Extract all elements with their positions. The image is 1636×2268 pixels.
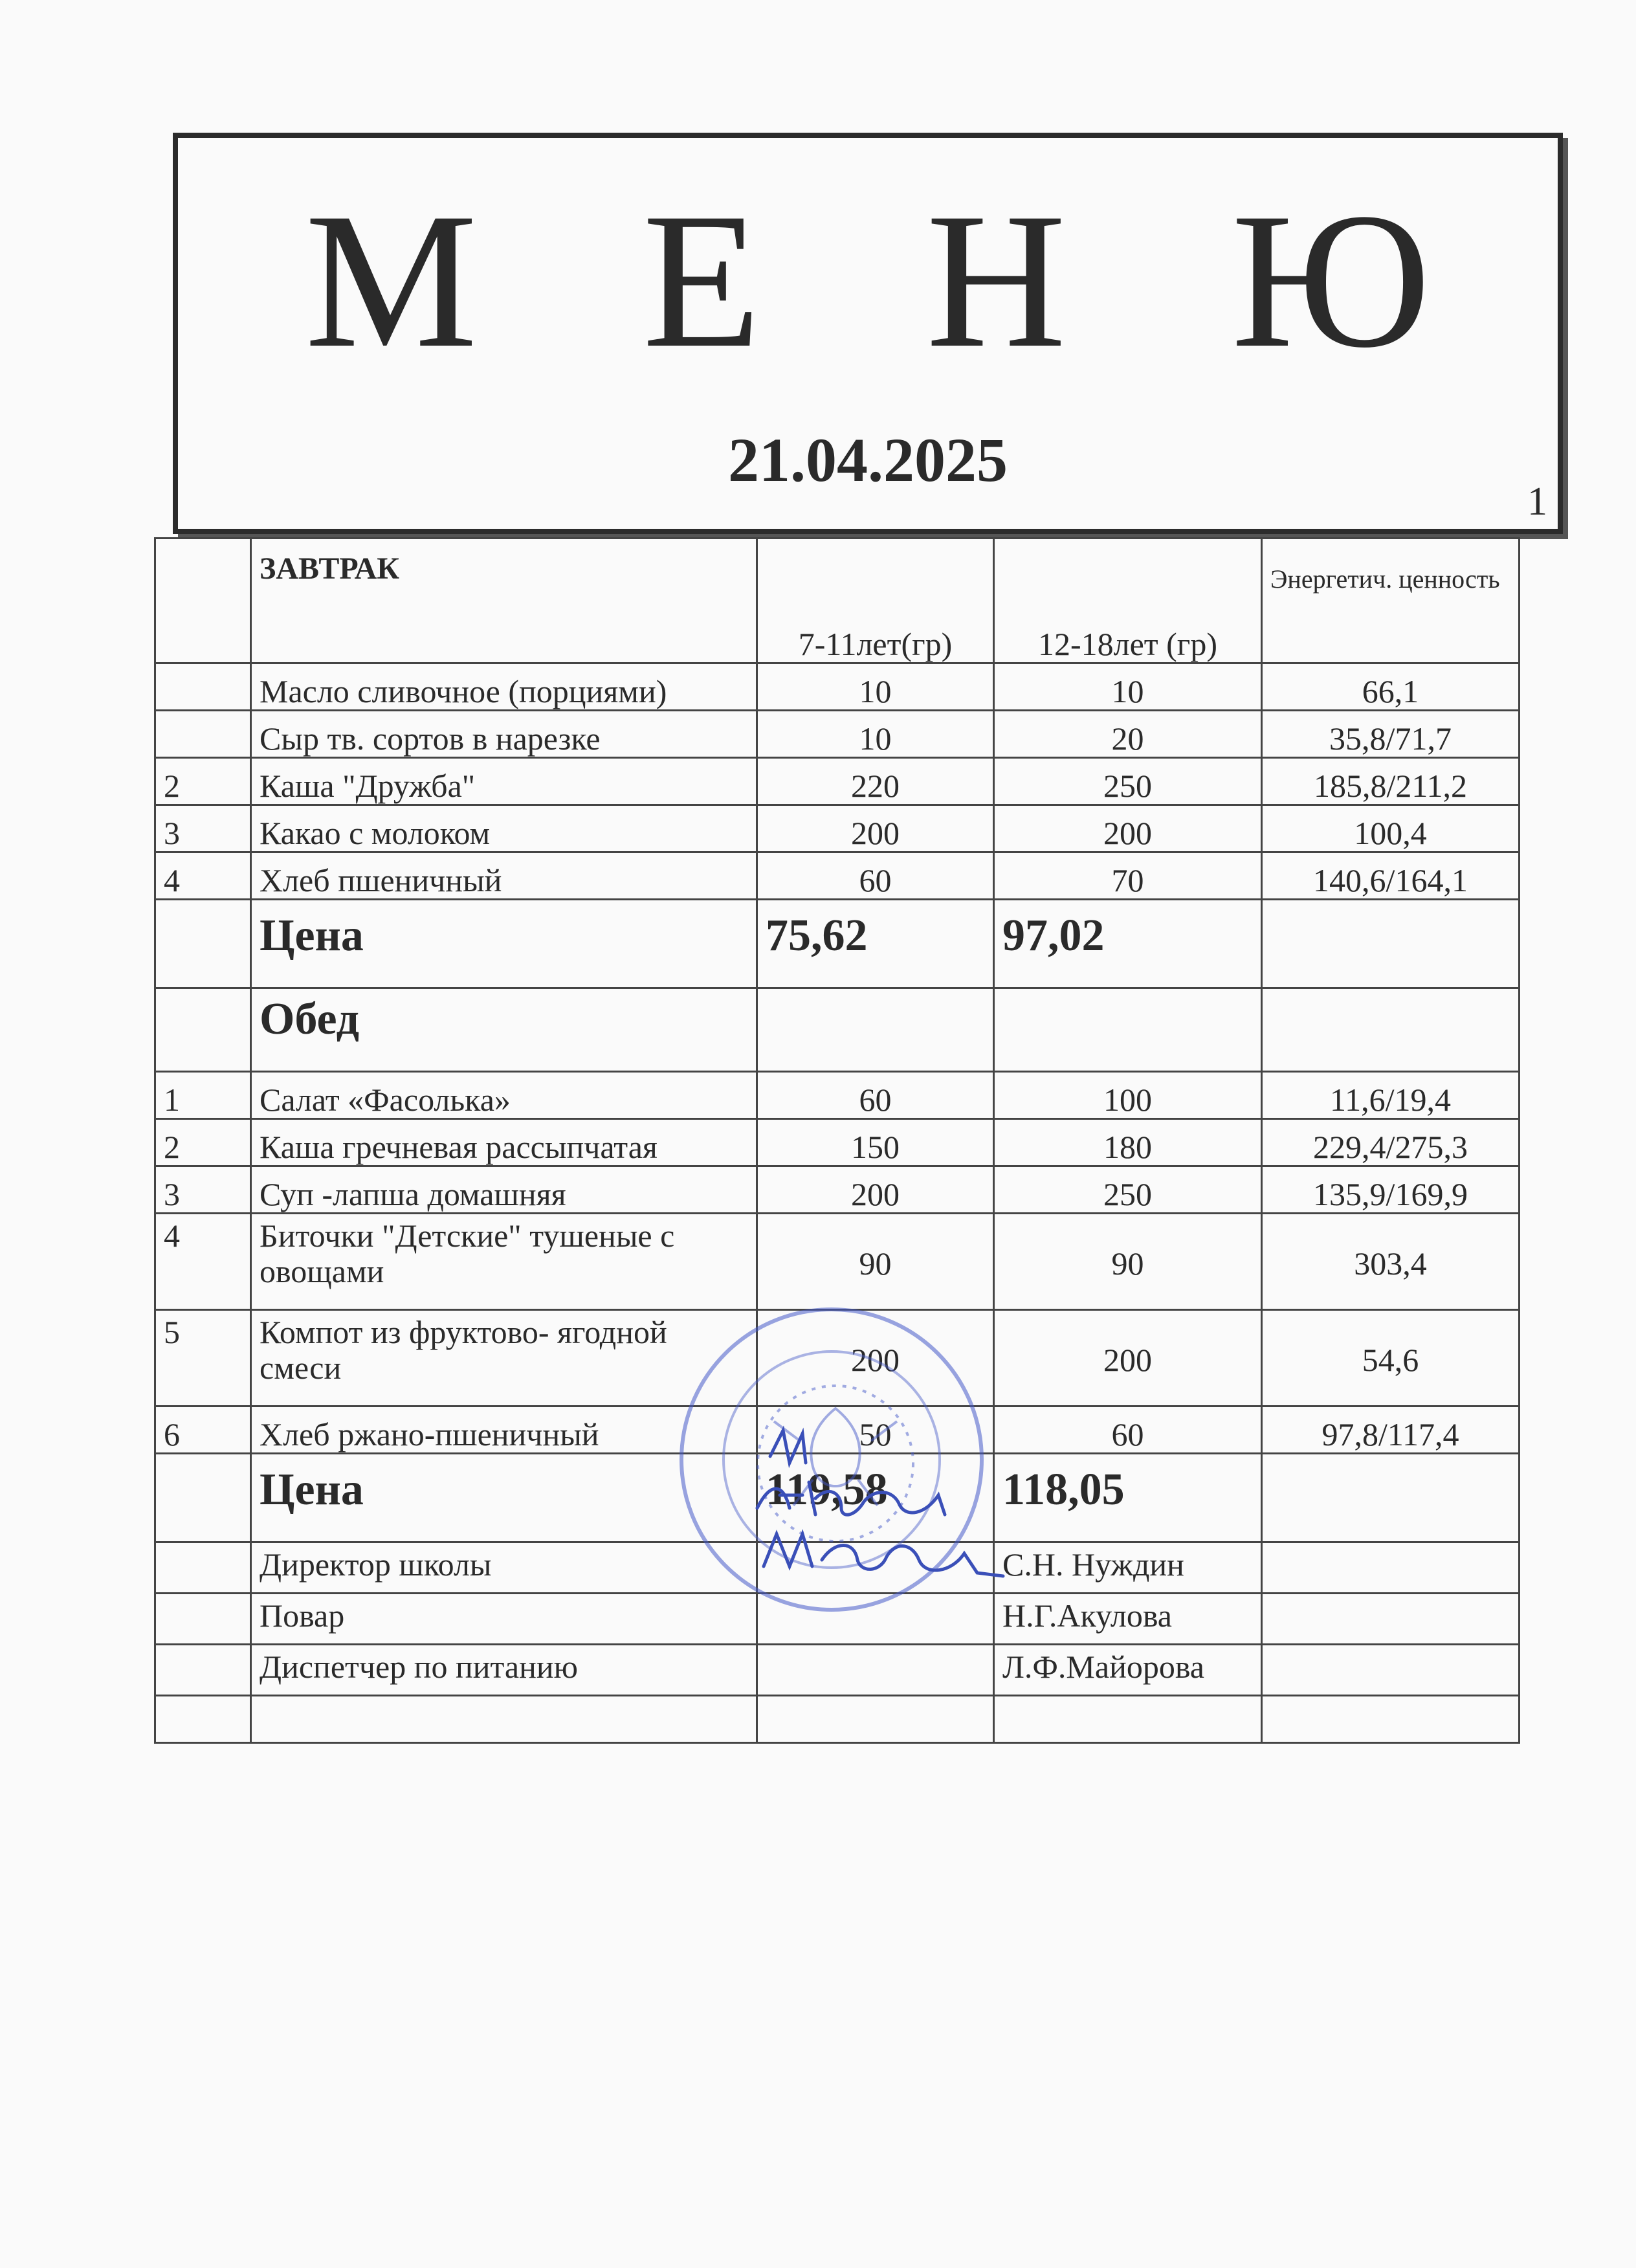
signatory-name: Н.Г.Акулова: [994, 1594, 1262, 1645]
portion-7-11: 90: [757, 1214, 994, 1310]
portion-12-18: 90: [994, 1214, 1262, 1310]
table-row: [155, 1166, 1520, 1214]
col-header-energy: Энергетич. ценность: [1262, 539, 1520, 663]
row-number: 6: [155, 1406, 251, 1454]
menu-date: 21.04.2025: [728, 425, 1008, 495]
signature-row: [155, 1645, 1520, 1696]
portion-12-18: 20: [994, 711, 1262, 758]
price-label: Цена: [251, 900, 757, 988]
signatory-name: Л.Ф.Майорова: [994, 1645, 1262, 1696]
row-number: 4: [155, 852, 251, 900]
price-12-18: 97,02: [994, 900, 1262, 988]
dish-name: Каша "Дружба": [251, 758, 757, 805]
row-number: [155, 663, 251, 711]
portion-7-11: 200: [757, 1310, 994, 1406]
lunch-section-row: [155, 988, 1520, 1072]
energy-value: 54,6: [1262, 1310, 1520, 1406]
portion-12-18: 70: [994, 852, 1262, 900]
row-number: 1: [155, 1072, 251, 1119]
dish-name: Хлеб пшеничный: [251, 852, 757, 900]
price-7-11: 119,58: [757, 1454, 994, 1542]
table-cell: [994, 1696, 1262, 1743]
energy-value: 303,4: [1262, 1214, 1520, 1310]
table-row: [155, 711, 1520, 758]
portion-7-11: 60: [757, 852, 994, 900]
table-cell: [1262, 1645, 1520, 1696]
handwritten-signatures: [744, 1424, 1016, 1605]
dish-name: Компот из фруктово- ягодной смеси: [251, 1310, 757, 1406]
table-cell: [757, 1645, 994, 1696]
portion-7-11: 220: [757, 758, 994, 805]
title-box: [173, 133, 1563, 534]
table-cell: [155, 1594, 251, 1645]
table-row: [155, 1119, 1520, 1166]
price-12-18: 118,05: [994, 1454, 1262, 1542]
portion-12-18: 200: [994, 805, 1262, 852]
portion-7-11: 10: [757, 711, 994, 758]
table-cell: [994, 988, 1262, 1072]
portion-7-11: 200: [757, 1166, 994, 1214]
table-cell: [1262, 1542, 1520, 1594]
portion-12-18: 250: [994, 758, 1262, 805]
table-cell: [155, 988, 251, 1072]
table-cell: [757, 1696, 994, 1743]
col-header-7-11: 7-11лет(гр): [757, 539, 994, 663]
table-row: [155, 805, 1520, 852]
portion-7-11: 150: [757, 1119, 994, 1166]
table-cell: [155, 1542, 251, 1594]
dish-name: Суп -лапша домашняя: [251, 1166, 757, 1214]
row-number: [155, 711, 251, 758]
row-number: 5: [155, 1310, 251, 1406]
portion-7-11: 200: [757, 805, 994, 852]
portion-12-18: 200: [994, 1310, 1262, 1406]
portion-7-11: 50: [757, 1406, 994, 1454]
energy-value: 97,8/117,4: [1262, 1406, 1520, 1454]
dish-name: Хлеб ржано-пшеничный: [251, 1406, 757, 1454]
energy-value: 135,9/169,9: [1262, 1166, 1520, 1214]
table-cell: [155, 1645, 251, 1696]
table-row: [155, 1214, 1520, 1310]
portion-12-18: 60: [994, 1406, 1262, 1454]
table-row: [155, 1072, 1520, 1119]
table-cell: [155, 1696, 251, 1743]
portion-12-18: 100: [994, 1072, 1262, 1119]
dish-name: Масло сливочное (порциями): [251, 663, 757, 711]
portion-12-18: 10: [994, 663, 1262, 711]
signatory-name: С.Н. Нуждин: [994, 1542, 1262, 1594]
col-header-12-18: 12-18лет (гр): [994, 539, 1262, 663]
row-number: 2: [155, 1119, 251, 1166]
dish-name: Какао с молоком: [251, 805, 757, 852]
table-row: [155, 758, 1520, 805]
table-cell: [1262, 900, 1520, 988]
table-cell: [155, 1454, 251, 1542]
signatory-role: Диспетчер по питанию: [251, 1645, 757, 1696]
price-7-11: 75,62: [757, 900, 994, 988]
table-cell: [1262, 1696, 1520, 1743]
breakfast-header-row: [155, 539, 1520, 663]
row-number: 3: [155, 805, 251, 852]
signatory-role: Директор школы: [251, 1542, 757, 1594]
dish-name: Сыр тв. сортов в нарезке: [251, 711, 757, 758]
table-row: [155, 1696, 1520, 1743]
table-cell: [1262, 988, 1520, 1072]
portion-7-11: 60: [757, 1072, 994, 1119]
energy-value: 185,8/211,2: [1262, 758, 1520, 805]
dish-name: Салат «Фасолька»: [251, 1072, 757, 1119]
table-row: [155, 852, 1520, 900]
energy-value: 140,6/164,1: [1262, 852, 1520, 900]
row-number: 4: [155, 1214, 251, 1310]
portion-7-11: 10: [757, 663, 994, 711]
breakfast-price-row: [155, 900, 1520, 988]
energy-value: 35,8/71,7: [1262, 711, 1520, 758]
portion-12-18: 180: [994, 1119, 1262, 1166]
row-number: 2: [155, 758, 251, 805]
breakfast-section-label: ЗАВТРАК: [251, 539, 757, 663]
row-number: 3: [155, 1166, 251, 1214]
energy-value: 11,6/19,4: [1262, 1072, 1520, 1119]
energy-value: 229,4/275,3: [1262, 1119, 1520, 1166]
table-row: [155, 663, 1520, 711]
dish-name: Каша гречневая рассыпчатая: [251, 1119, 757, 1166]
table-cell: [155, 539, 251, 663]
table-cell: [1262, 1594, 1520, 1645]
page-number: 1: [1527, 480, 1547, 524]
table-cell: [155, 900, 251, 988]
table-cell: [1262, 1454, 1520, 1542]
portion-12-18: 250: [994, 1166, 1262, 1214]
dish-name: Биточки "Детские" тушеные с овощами: [251, 1214, 757, 1310]
energy-value: 100,4: [1262, 805, 1520, 852]
lunch-section-label: Обед: [251, 988, 757, 1072]
energy-value: 66,1: [1262, 663, 1520, 711]
table-cell: [757, 988, 994, 1072]
page-title: М Е Н Ю: [305, 173, 1489, 388]
signatory-role: Повар: [251, 1594, 757, 1645]
price-label: Цена: [251, 1454, 757, 1542]
table-cell: [251, 1696, 757, 1743]
